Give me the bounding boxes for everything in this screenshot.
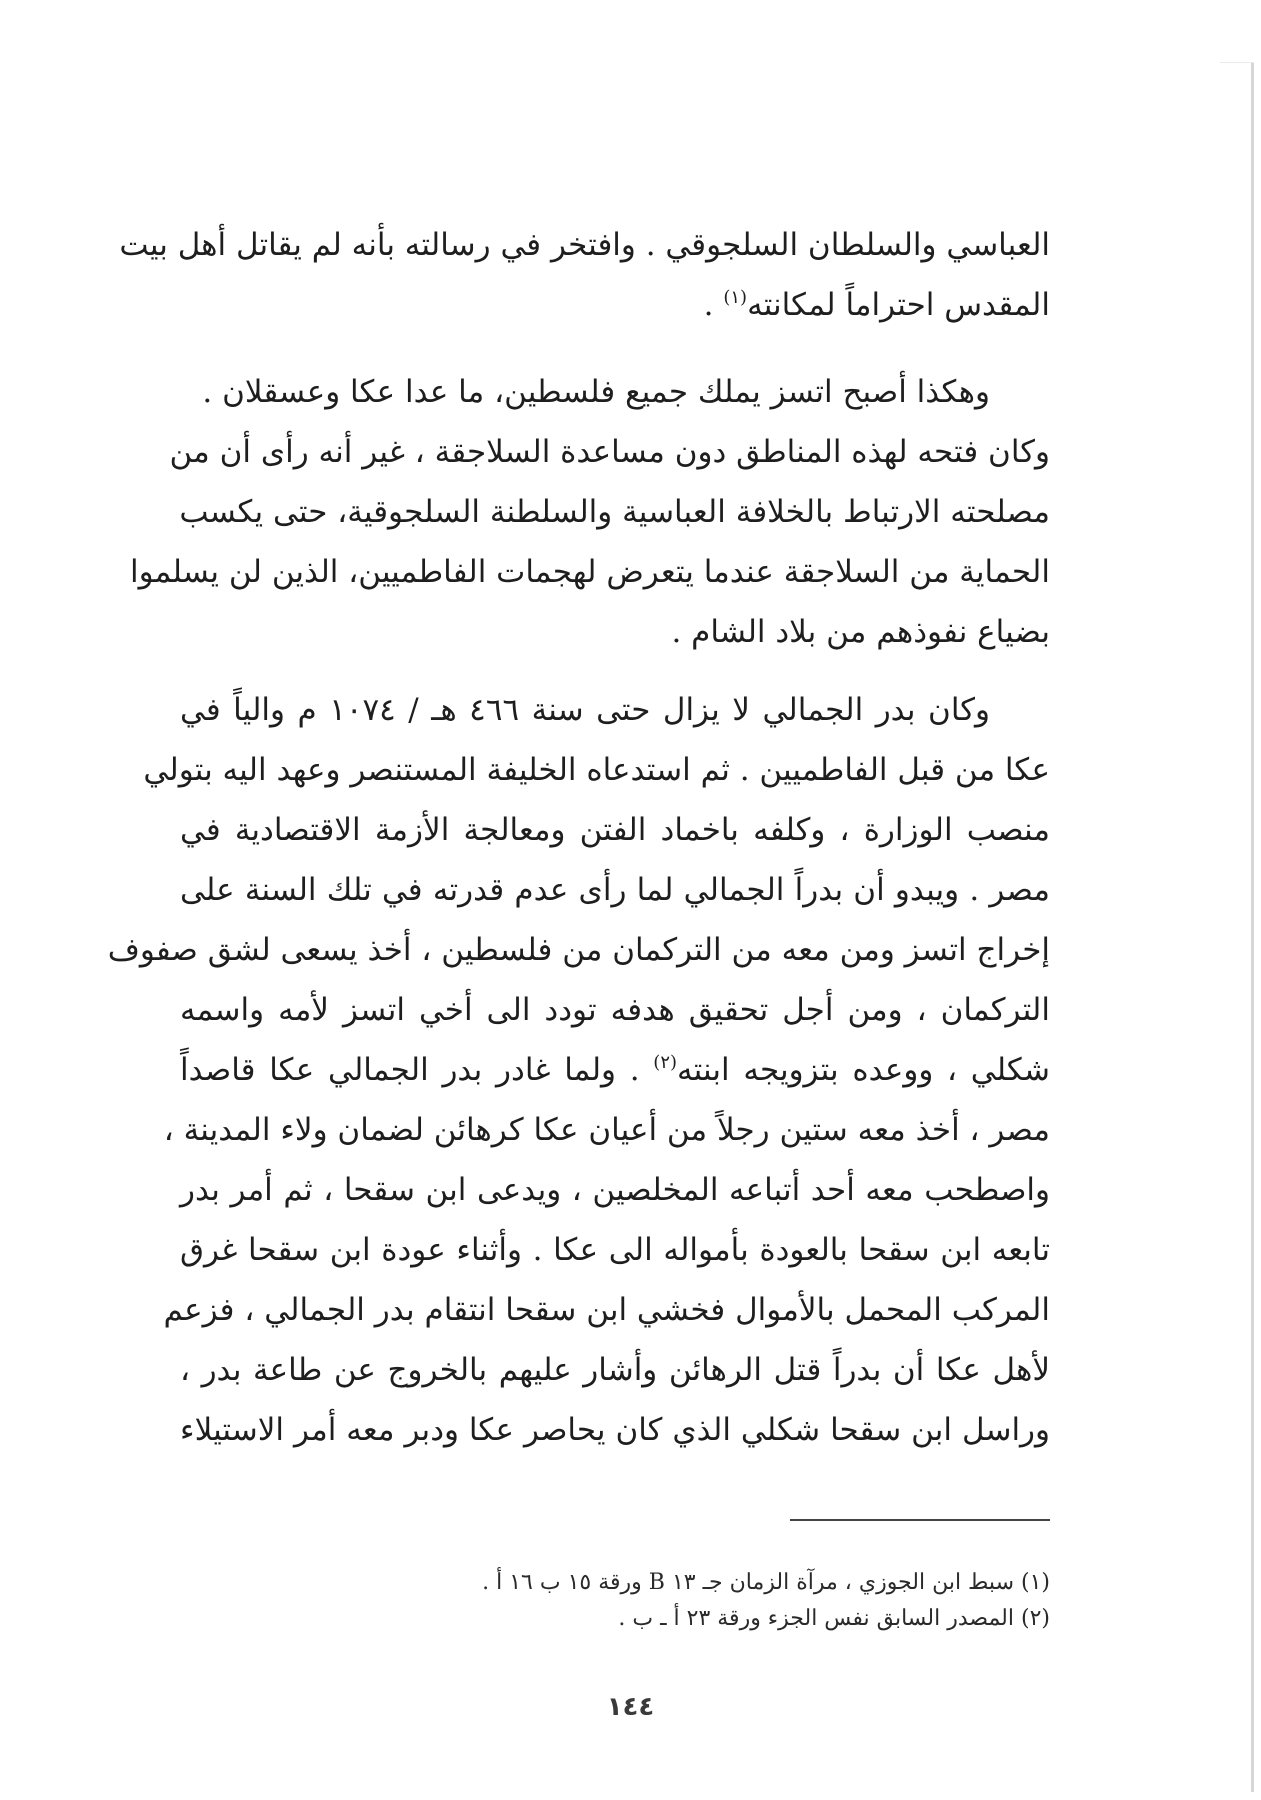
text-fragment: المقدس احتراماً لمكانته (747, 287, 1050, 323)
page-edge-shadow (1251, 62, 1254, 1792)
footnote-divider (790, 1519, 1050, 1521)
text-line: لأهل عكا أن بدراً قتل الرهائن وأشار عليهم بالخروج عن طاعة بدر ، (180, 1352, 1050, 1388)
page-number: ١٤٤ (606, 1692, 655, 1722)
footnote-ref-2[interactable]: (٢) (653, 1052, 678, 1073)
text-line: مصلحته الارتباط بالخلافة العباسية والسلطنة السلجوقية، حتى يكسب (179, 494, 1050, 530)
footnote-2: (٢) المصدر السابق نفس الجزء ورقة ٢٣ أ ـ ب . (618, 1606, 1050, 1631)
text-line: وهكذا أصبح اتسز يملك جميع فلسطين، ما عدا عكا وعسقلان . (202, 374, 990, 410)
page-edge-top (1220, 62, 1254, 63)
text-line: التركمان ، ومن أجل تحقيق هدفه تودد الى أخي اتسز لأمه واسمه (180, 992, 1050, 1028)
text-line: المركب المحمل بالأموال فخشي ابن سقحا انتقام بدر الجمالي ، فزعم (163, 1292, 1050, 1328)
text-line: وكان بدر الجمالي لا يزال حتى سنة ٤٦٦ هـ / ١٠٧٤ م والياً في (180, 692, 990, 728)
text-line: مصر ، أخذ معه ستين رجلاً من أعيان عكا كرهائن لضمان ولاء المدينة ، (163, 1112, 1050, 1148)
text-line: إخراج اتسز ومن معه من التركمان من فلسطين ، أخذ يسعى لشق صفوف (107, 932, 1050, 968)
text-line (180, 1040, 1050, 1100)
text-line: واصطحب معه أحد أتباعه المخلصين ، ويدعى ابن سقحا ، ثم أمر بدر (180, 1172, 1050, 1208)
text-line: وراسل ابن سقحا شكلي الذي كان يحاصر عكا ودبر معه أمر الاستيلاء (180, 1412, 1050, 1448)
text-line: وكان فتحه لهذه المناطق دون مساعدة السلاجقة ، غير أنه رأى أن من (169, 434, 1050, 470)
footnote-ref-1[interactable]: (١) (723, 287, 748, 308)
text-line: تابعه ابن سقحا بالعودة بأمواله الى عكا . وأثناء عودة ابن سقحا غرق (180, 1232, 1050, 1268)
footnotes (180, 1565, 1050, 1637)
text-fragment: . (703, 287, 724, 323)
footnote-1: (١) سبط ابن الجوزي ، مرآة الزمان جـ ١٣ B ورقة ١٥ ب ١٦ أ . (482, 1570, 1050, 1595)
text-line: منصب الوزارة ، وكلفه باخماد الفتن ومعالجة الأزمة الاقتصادية في (180, 812, 1050, 848)
paragraph-3 (107, 680, 1050, 1460)
text-fragment: . ولما غادر بدر الجمالي عكا قاصداً (180, 1052, 654, 1088)
text-line: الحماية من السلاجقة عندما يتعرض لهجمات الفاطميين، الذين لن يسلموا (129, 554, 1050, 590)
paragraph-1 (119, 215, 1050, 335)
text-line: مصر . ويبدو أن بدراً الجمالي لما رأى عدم قدرته في تلك السنة على (180, 872, 1050, 908)
paragraph-2 (129, 362, 1050, 662)
text-line: عكا من قبل الفاطميين . ثم استدعاه الخليفة المستنصر وعهد اليه بتولي (143, 752, 1050, 788)
text-line (180, 275, 1050, 335)
text-line: العباسي والسلطان السلجوقي . وافتخر في رسالته بأنه لم يقاتل أهل بيت (119, 227, 1050, 263)
text-line: بضياع نفوذهم من بلاد الشام . (671, 614, 1050, 650)
text-fragment: شكلي ، ووعده بتزويجه ابنته (677, 1052, 1050, 1088)
